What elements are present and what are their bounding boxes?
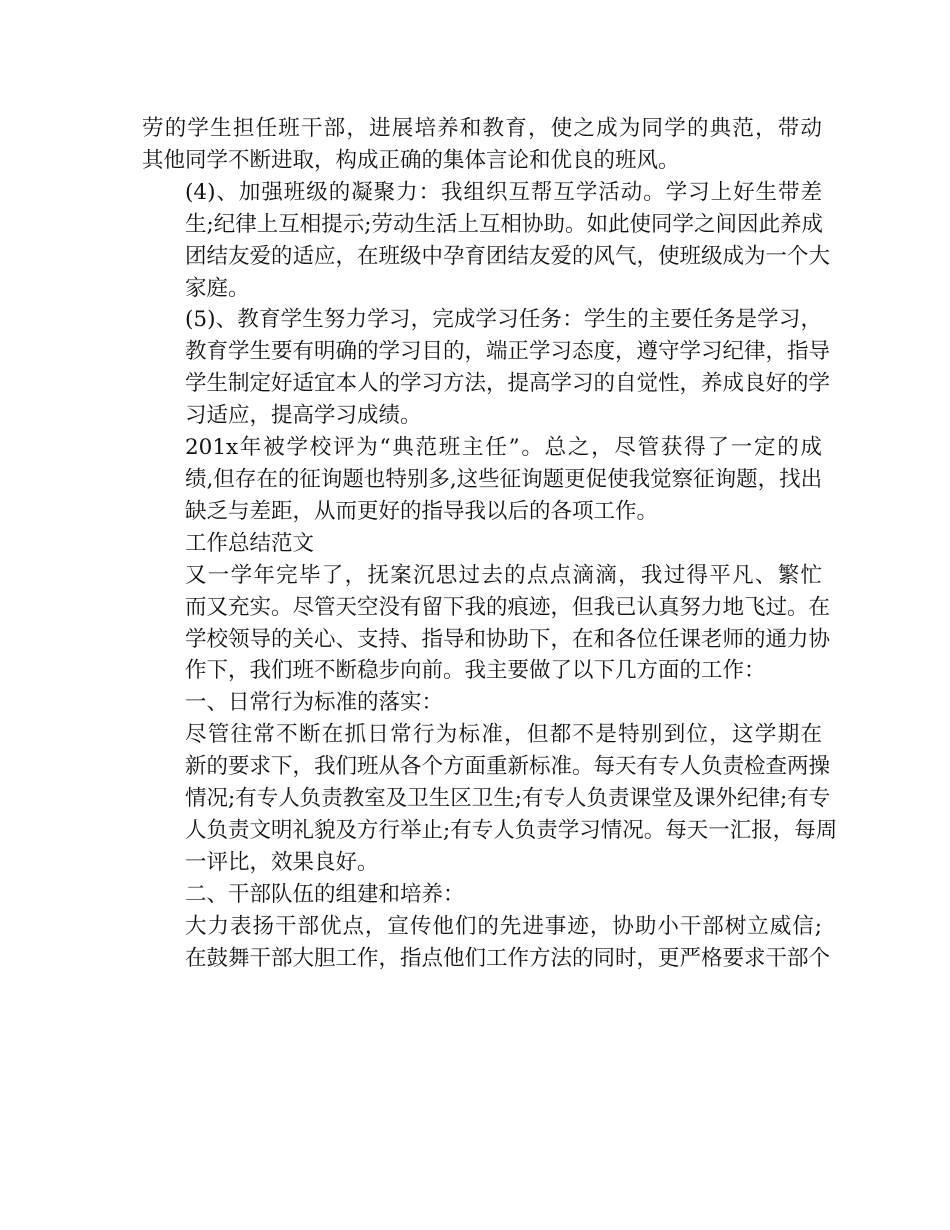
text-line: (4)、加强班级的凝聚力：我组织互帮互学活动。学习上好生带差: [185, 179, 822, 205]
text-line: 作下，我们班不断稳步向前。我主要做了以下几方面的工作：: [185, 658, 766, 684]
text-line: 学生制定好适宜本人的学习方法，提高学习的自觉性，养成良好的学: [185, 371, 831, 397]
text-line: 尽管往常不断在抓日常行为标准，但都不是特别到位，这学期在: [185, 722, 822, 748]
text-line: 二、干部队伍的组建和培养：: [185, 881, 465, 907]
text-line: 学校领导的关心、支持、指导和协助下，在和各位任课老师的通力协: [185, 626, 831, 652]
text-line: 在鼓舞干部大胆工作，指点他们工作方法的同时，更严格要求干部个: [185, 945, 831, 971]
paragraph: [142, 879, 822, 911]
text-line: 情况;有专人负责教室及卫生区卫生;有专人负责课堂及课外纪律;有专: [185, 786, 831, 812]
text-line: 习适应，提高学习成绩。: [185, 403, 422, 429]
paragraph: [142, 113, 822, 177]
paragraph: [142, 560, 831, 688]
text-line: 人负责文明礼貌及方行举止;有专人负责学习情况。每天一汇报，每周: [185, 817, 838, 843]
paragraph: [142, 432, 822, 528]
paragraph: [142, 687, 822, 719]
text-line: (5)、教育学生努力学习，完成学习任务：学生的主要任务是学习，: [185, 307, 822, 333]
text-line: 绩,但存在的征询题也特别多,这些征询题更促使我觉察征询题，找出: [185, 466, 823, 492]
text-line: 新的要求下，我们班从各个方面重新标准。每天有专人负责检查两操: [185, 754, 831, 780]
text-line: 一评比，效果良好。: [185, 849, 379, 875]
text-line: 团结友爱的适应，在班级中孕育团结友爱的风气，使班级成为一个大: [185, 243, 831, 269]
text-line: 其他同学不断进取，构成正确的集体言论和优良的班风。: [142, 147, 680, 173]
paragraph: [142, 719, 838, 879]
text-line: 大力表扬干部优点，宣传他们的先进事迹，协助小干部树立威信;: [185, 913, 822, 939]
paragraph: [142, 528, 822, 560]
text-line: 劳的学生担任班干部，进展培养和教育，使之成为同学的典范，带动: [142, 116, 822, 141]
text-line: 而又充实。尽管天空没有留下我的痕迹，但我已认真努力地飞过。在: [185, 594, 831, 620]
document-body: [142, 113, 838, 974]
text-line: 缺乏与差距，从而更好的指导我以后的各项工作。: [185, 498, 659, 524]
paragraph: [142, 304, 831, 432]
text-line: 工作总结范文: [185, 530, 315, 556]
text-line: 一、日常行为标准的落实：: [185, 690, 444, 716]
text-line: 教育学生要有明确的学习目的，端正学习态度，遵守学习纪律，指导: [185, 339, 831, 365]
paragraph: [142, 177, 831, 305]
text-line: 又一学年完毕了，抚案沉思过去的点点滴滴，我过得平凡、繁忙: [185, 562, 822, 588]
text-line: 生;纪律上互相提示;劳动生活上互相协助。如此使同学之间因此养成: [185, 211, 823, 237]
text-line: 201x年被学校评为“典范班主任”。总之，尽管获得了一定的成: [185, 435, 822, 461]
text-line: 家庭。: [185, 275, 250, 301]
paragraph: [142, 911, 831, 975]
